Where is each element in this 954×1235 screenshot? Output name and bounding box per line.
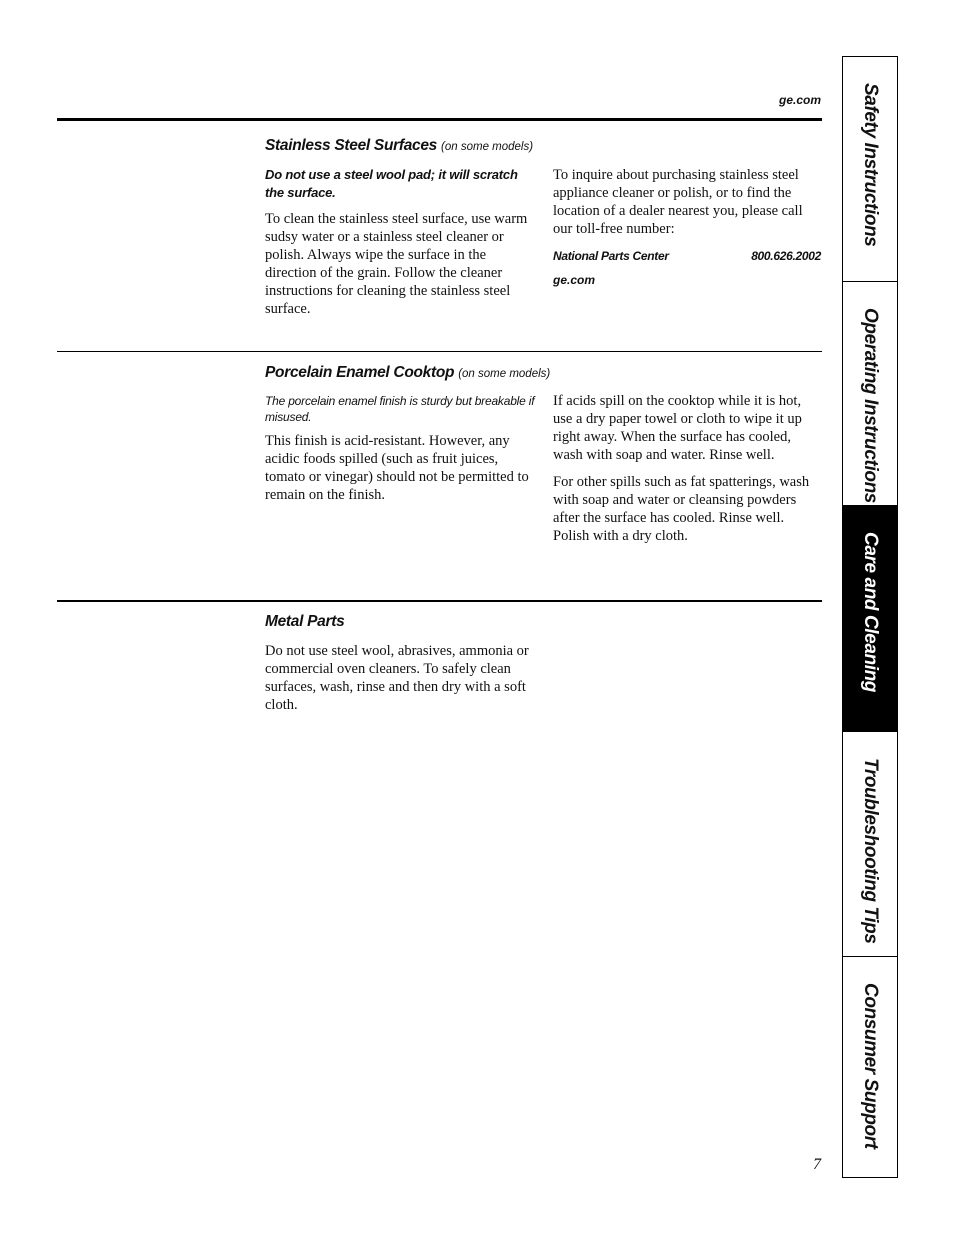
tab-label: Troubleshooting Tips xyxy=(860,758,881,944)
tab-consumer-support[interactable] xyxy=(843,957,897,1177)
tab-label: Consumer Support xyxy=(860,983,881,1149)
tab-troubleshooting-tips[interactable] xyxy=(843,732,897,957)
section-title-text: Metal Parts xyxy=(265,613,345,630)
section-title-note: (on some models) xyxy=(441,141,534,153)
stainless-right-column xyxy=(553,166,823,287)
section-title-stainless xyxy=(265,137,533,155)
stainless-inquire: To inquire about purchasing stainless steel appliance cleaner or polish, or to find the location of a dealer nearest you, please call our toll-free number: xyxy=(553,167,803,237)
porcelain-body-1: This finish is acid-resistant. However, any acidic foods spilled (such as fruit juices, tomato or vinegar) should not be permitted to remain on the finish. xyxy=(265,433,529,503)
tab-safety-instructions[interactable] xyxy=(843,57,897,282)
contact-phone: 800.626.2002 xyxy=(751,249,821,263)
tab-label: Care and Cleaning xyxy=(860,532,881,693)
metal-body: Do not use steel wool, abrasives, ammonia or commercial oven cleaners. To safely clean surfaces, wash, rinse and then dry with a soft cloth. xyxy=(265,643,529,713)
page-number: 7 xyxy=(813,1156,821,1173)
stainless-body: To clean the stainless steel surface, use warm sudsy water or a stainless steel cleaner or polish. Always wipe the surface in the direction of the grain. Follow the cleaner instructions for cleaning the stainless steel surface. xyxy=(265,211,528,317)
section-title-metal xyxy=(265,613,344,631)
porcelain-body-3: For other spills such as fat spatterings, wash with soap and water or cleansing powders after the surface has cooled. Rinse well. Polish with a dry cloth. xyxy=(553,474,810,544)
tab-label: Safety Instructions xyxy=(860,83,881,247)
contact-name: National Parts Center xyxy=(553,249,669,263)
section-title-porcelain xyxy=(265,364,550,382)
site-url: ge.com xyxy=(778,93,821,107)
section-divider xyxy=(57,600,822,602)
section-title-note: (on some models) xyxy=(458,368,551,380)
tab-label: Operating Instructions xyxy=(860,308,881,503)
porcelain-right-column xyxy=(553,392,823,554)
tab-care-and-cleaning[interactable] xyxy=(843,506,897,732)
stainless-warning: Do not use a steel wool pad; it will scratch the surface. xyxy=(265,167,518,200)
section-title-text: Stainless Steel Surfaces xyxy=(265,137,438,154)
porcelain-lead: The porcelain enamel finish is sturdy but breakable if misused. xyxy=(265,394,535,424)
stainless-left-column xyxy=(265,166,535,327)
contact-line xyxy=(553,248,821,264)
section-tabs xyxy=(842,56,898,1178)
contact-web: ge.com xyxy=(553,273,596,287)
section-title-text: Porcelain Enamel Cooktop xyxy=(265,364,455,381)
porcelain-left-column xyxy=(265,393,535,513)
metal-column xyxy=(265,642,535,723)
header-rule xyxy=(57,118,822,121)
section-divider xyxy=(57,351,822,352)
tab-operating-instructions[interactable] xyxy=(843,282,897,506)
porcelain-body-2: If acids spill on the cooktop while it is hot, use a dry paper towel or cloth to wipe it up right away. When the surface has cooled, wash with soap and water. Rinse well. xyxy=(553,393,802,463)
